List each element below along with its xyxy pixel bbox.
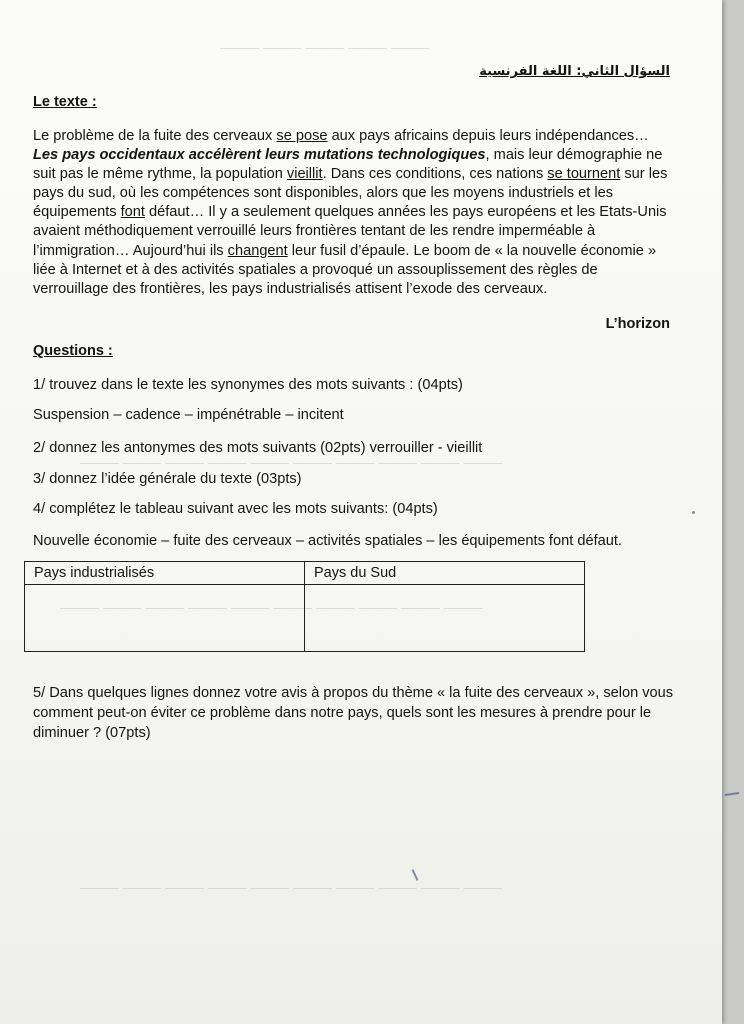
bleed-through-3: ——— ——— ——— ——— ——— ——— ——— ——— ——— ——— — [60, 600, 483, 615]
question-4: 4/ complétez le tableau suivant avec les mots suivants: (04pts) — [33, 501, 438, 517]
paragraph-run: aux pays africains depuis leurs indépendances… — [327, 128, 649, 144]
question-1-words: Suspension – cadence – impénétrable – incitent — [33, 407, 344, 423]
underlined-word: font — [120, 204, 145, 221]
underlined-word: vieillit — [286, 166, 323, 183]
paragraph-run: , mais leur démographie ne suit pas le même rythme, la population — [33, 147, 663, 183]
emphasized-sentence: Les pays occidentaux accélèrent leurs mutations technologiques — [33, 147, 486, 164]
underlined-word: changent — [227, 242, 288, 259]
paragraph-run: défaut… Il y a seulement quelques années les pays européens et les Etats-Unis avaient méthodiquement verrouillé leurs frontières tentant de les rendre imperméable à l’immigration… Aujourd’hui ils — [33, 204, 667, 259]
source-attribution: L’horizon — [605, 316, 670, 332]
bleed-through-4: ——— ——— ——— ——— ——— ——— ——— ——— ——— ——— — [80, 880, 503, 895]
arabic-heading: السؤال الثاني: اللغة الفرنسية — [479, 64, 670, 79]
pen-mark-1 — [692, 511, 695, 514]
pen-mark-margin — [725, 792, 739, 796]
answer-table — [24, 561, 585, 652]
question-3: 3/ donnez l’idée générale du texte (03pts) — [33, 471, 302, 487]
bleed-through-2: ——— ——— ——— ——— ——— ——— ——— ——— ——— ——— — [80, 455, 503, 470]
table-header-south: Pays du Sud — [305, 562, 585, 585]
question-4-words: Nouvelle économie – fuite des cerveaux – activités spatiales – les équipements font défaut. — [33, 533, 622, 549]
paragraph-run: . Dans ces conditions, ces nations — [322, 166, 548, 183]
bleed-through-1: ——— ——— ——— ——— ——— — [220, 40, 430, 55]
underlined-word: se tournent — [547, 166, 621, 183]
question-1: 1/ trouvez dans le texte les synonymes des mots suivants : (04pts) — [33, 377, 463, 393]
paragraph-run: Le problème de la fuite des cerveaux — [33, 128, 277, 144]
question-2: 2/ donnez les antonymes des mots suivants (02pts) verrouiller - vieillit — [33, 440, 483, 456]
table-cell-industrialized[interactable] — [25, 585, 305, 652]
text-section-title: Le texte : — [33, 94, 97, 110]
questions-title: Questions : — [33, 343, 113, 359]
text-paragraph — [33, 127, 673, 299]
paragraph-run: sur les pays du sud, où les compétences sont disponibles, alors que les moyens industriels et les équipements — [33, 166, 668, 221]
paragraph-run: leur fusil d’épaule. Le boom de « la nouvelle économie » liée à Internet et à des activités spatiales a provoqué un assouplissement des règles de verrouillage des frontières, les pays industrialisés attisent l’exode des cerveaux. — [33, 242, 657, 297]
table-header-industrialized: Pays industrialisés — [25, 562, 305, 585]
table-cell-south[interactable] — [305, 585, 585, 652]
underlined-word: se pose — [276, 128, 328, 144]
question-5: 5/ Dans quelques lignes donnez votre avis à propos du thème « la fuite des cerveaux », selon vous comment peut-on éviter ce problème dans notre pays, quels sont les mesures à prendre pour le diminuer ? (07pts) — [33, 685, 674, 741]
